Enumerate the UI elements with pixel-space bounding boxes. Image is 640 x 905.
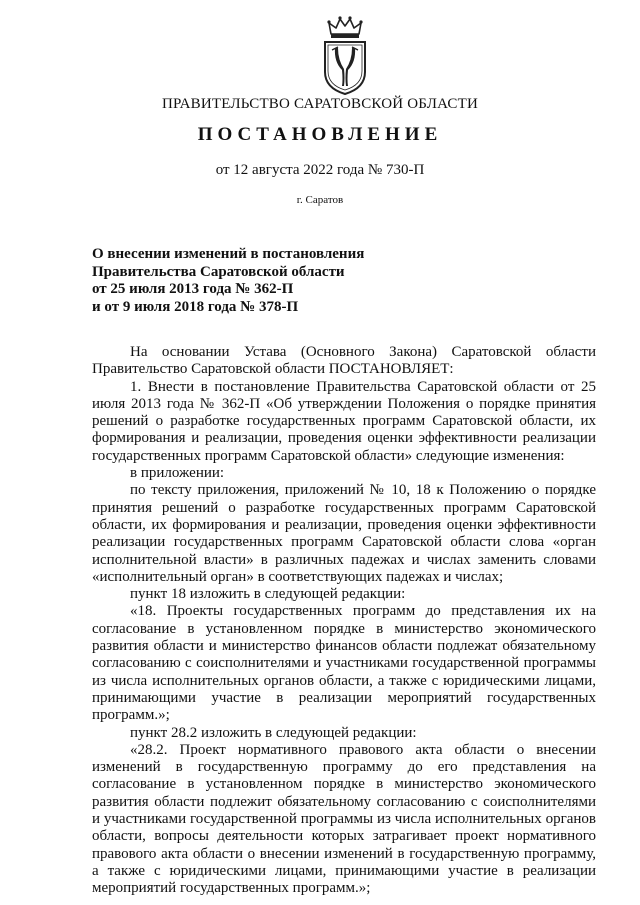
body-paragraph: по тексту приложения, приложений № 10, 18 к Положению о порядке принятия решений о разработке государственных программ Саратовской области, их формирования и реализации, проведения оценки эффективности реализации государственных программ Саратовской области слова «орган исполнительной власти» в различных падежах и числах заменить словами «исполнительный орган» в соответствующих падежах и числах; [92, 482, 596, 585]
subject-line: Правительства Саратовской области [92, 263, 345, 280]
body-paragraph: На основании Устава (Основного Закона) Саратовской области Правительство Саратовской области ПОСТАНОВЛЯЕТ: [92, 344, 596, 378]
subject-line: от 25 июля 2013 года № 362-П [92, 281, 294, 297]
document-body [92, 344, 596, 898]
body-paragraph: пункт 18 изложить в следующей редакции: [130, 586, 406, 603]
body-paragraph: «28.2. Проект нормативного правового акта области о внесении изменений в государственную программу до его представления на согласование в установленном порядке в министерство экономического развития области подлежит обязательному согласованию с соисполнителями и участниками государственной программы из числа исполнительных органов области, вопросы деятельности которых затрагивает проект нормативного правового акта области о внесении изменений в государственную программу, а также с юридическими лицами, принимающими участие в реализации мероприятий государственных программ.»; [92, 741, 596, 897]
subject-line: О внесении изменений в постановления [92, 246, 365, 262]
document-date-number: от 12 августа 2022 года № 730-П [215, 162, 425, 178]
body-paragraph: 1. Внести в постановление Правительства Саратовской области от 25 июля 2013 года № 362-П «Об утверждении Положения о порядке принятия решений о разработке государственных программ Саратовской области, их формирования и реализации, проведения оценки эффективности реализации государственных программ Саратовской области» следующие изменения: [92, 378, 596, 464]
body-paragraph: пункт 28.2 изложить в следующей редакции: [130, 724, 417, 741]
government-name: ПРАВИТЕЛЬСТВО САРАТОВСКОЙ ОБЛАСТИ [161, 96, 479, 112]
document-type-title: ПОСТАНОВЛЕНИЕ [197, 124, 443, 145]
body-paragraph: «18. Проекты государственных программ до представления их на согласование в установленном порядке в министерство экономического развития области и министерство финансов области подлежат обязательному согласованию с соисполнителями и участниками государственной программы из числа исполнительных органов области, а также с юридическими лицами, принимающими участие в реализации мероприятий государственных программ.»; [92, 603, 596, 724]
body-paragraph: в приложении: [130, 465, 225, 482]
document-subject [92, 246, 392, 316]
document-city: г. Саратов [296, 194, 344, 206]
subject-line: и от 9 июля 2018 года № 378-П [92, 298, 299, 315]
coat-of-arms-icon [320, 14, 370, 96]
